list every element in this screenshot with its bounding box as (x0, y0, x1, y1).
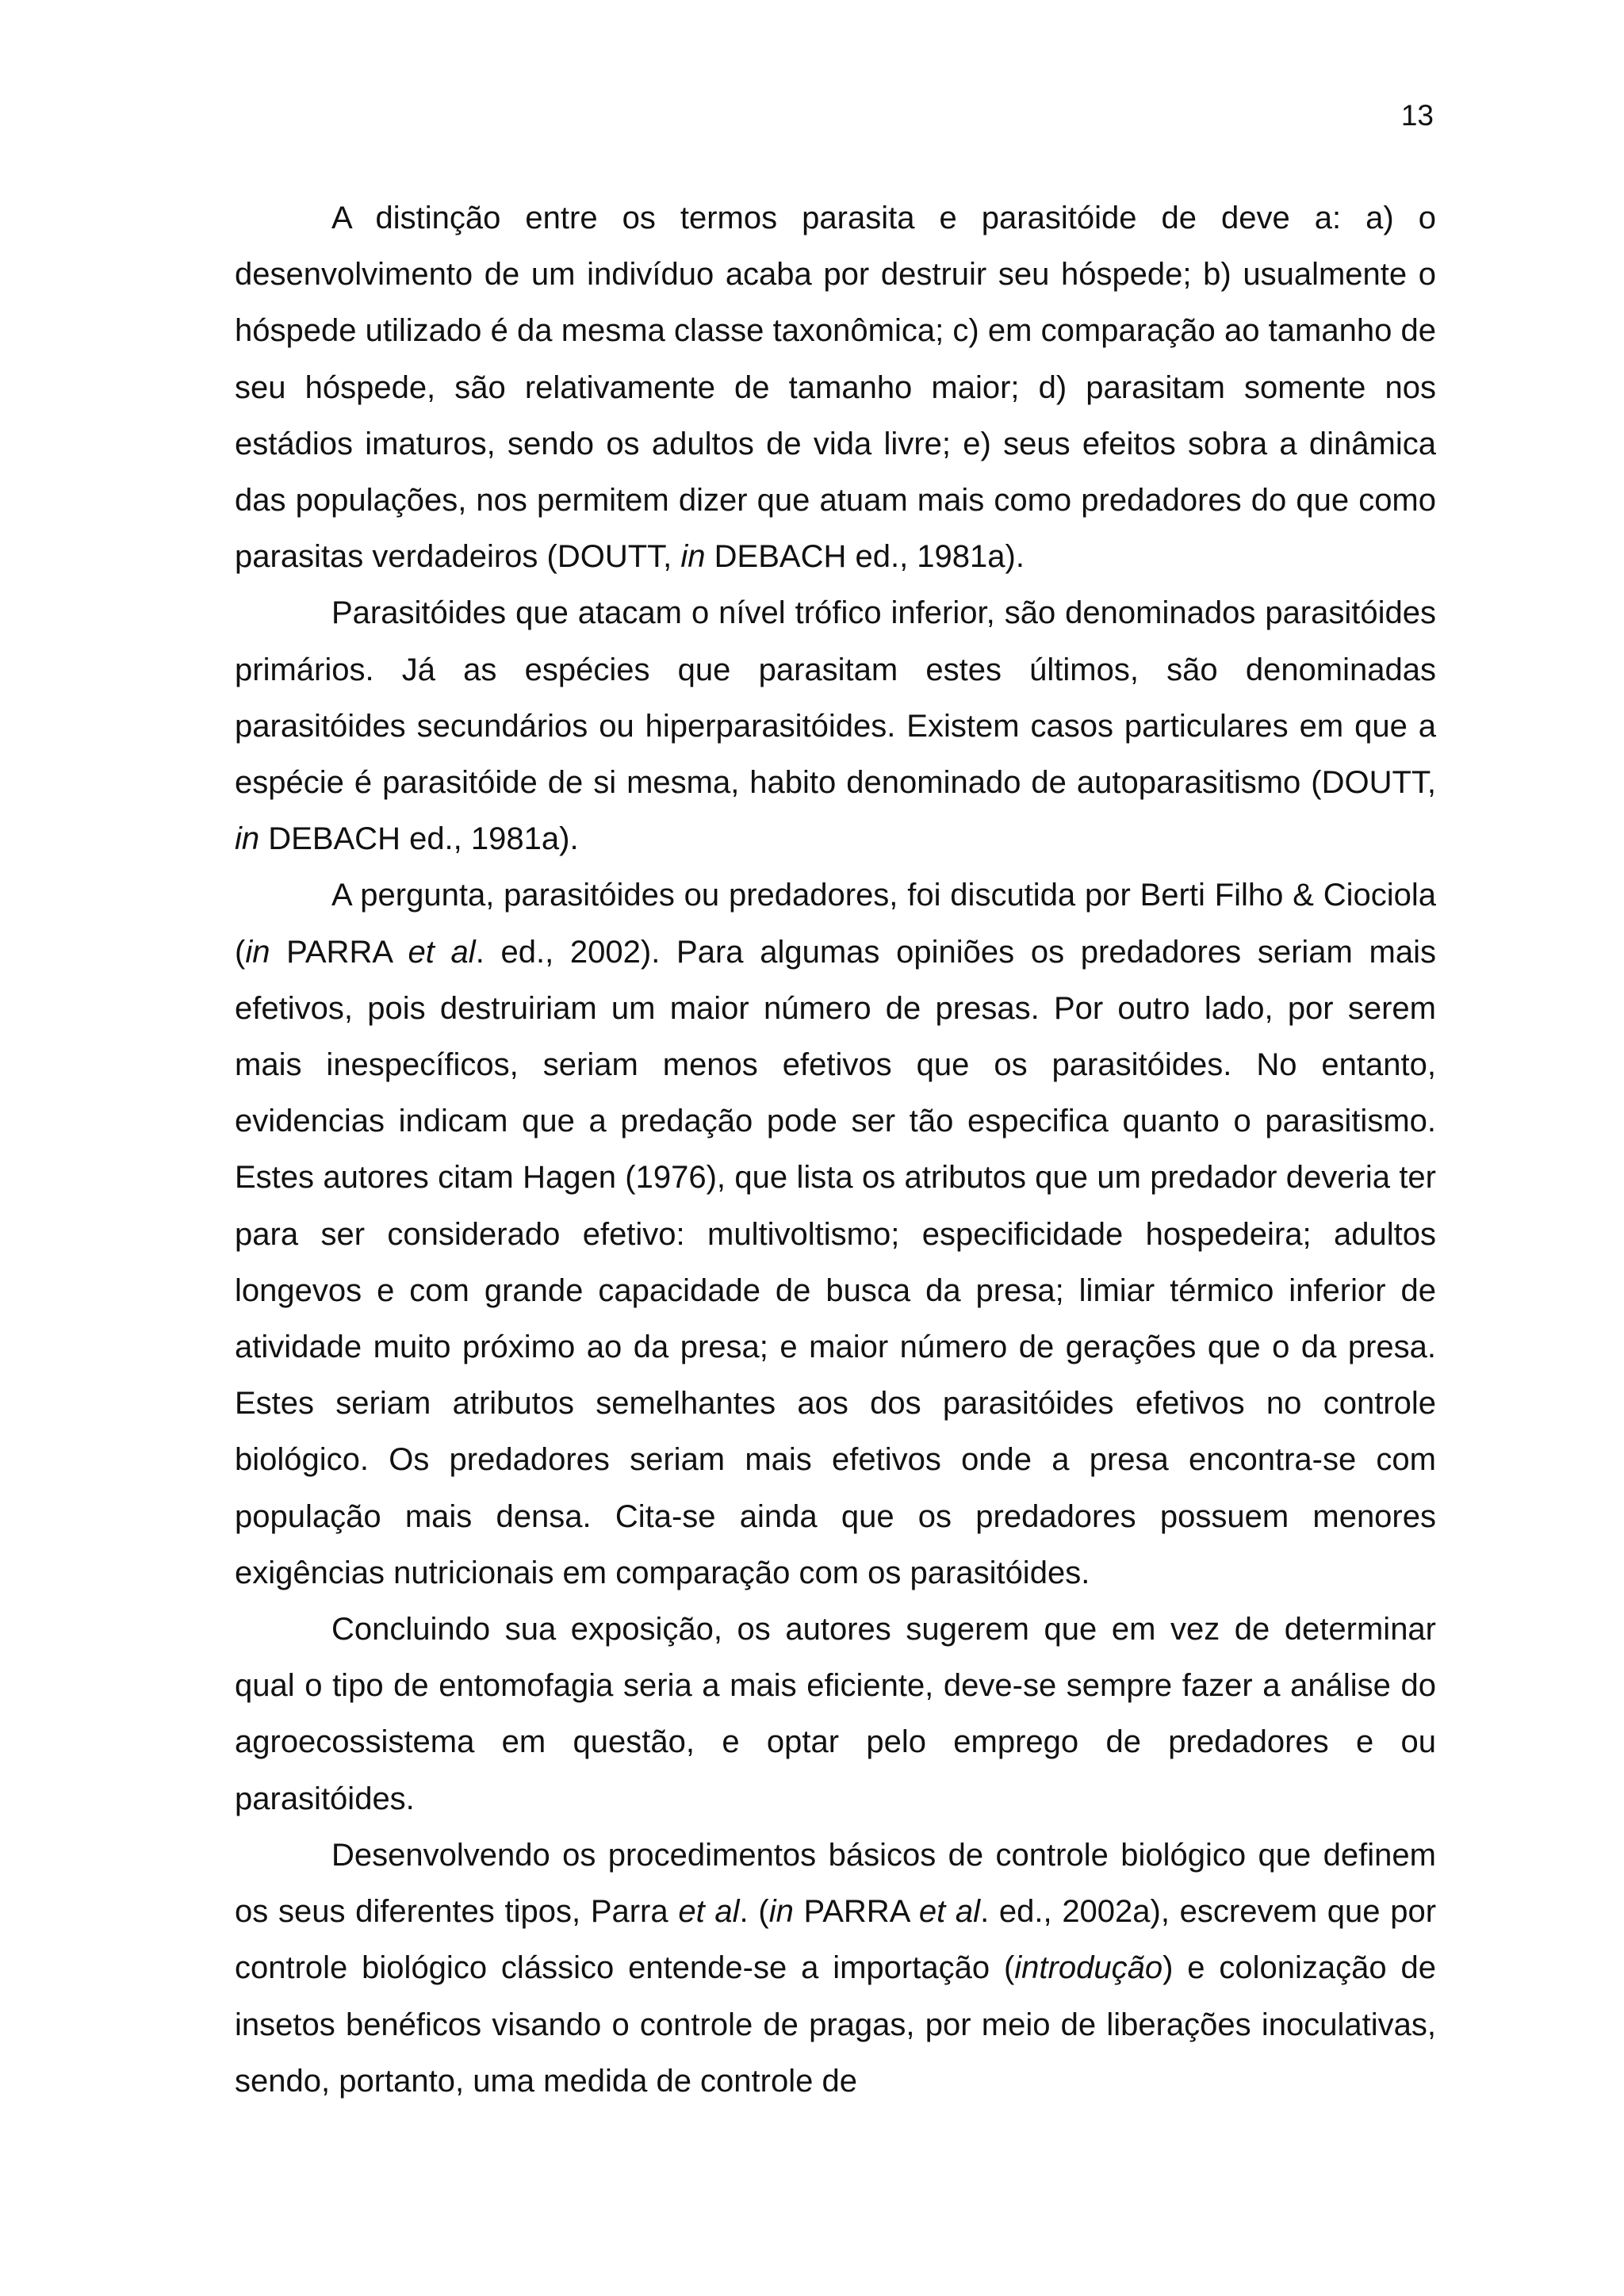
text-run: A pergunta, parasitóides ou predadores, foi discutida por Berti Filho & Ciociola ( (235, 878, 1436, 970)
paragraph-conclusion (235, 1601, 1436, 1827)
italic-run: et al (918, 1894, 981, 1930)
text-run: ) e colonização de insetos benéficos visando o controle de pragas, por meio de liberações inoculativas, sendo, portanto, uma medida de controle de (235, 1950, 1436, 2099)
paragraph-parasitoids-or-predators (235, 867, 1436, 1601)
italic-run: in (680, 539, 706, 575)
text-run: Parasitóides que atacam o nível trófico inferior, são denominados parasitóides primários. Já as espécies que parasitam estes últimos, são denominadas parasitóides secundários ou hiperparasitóides. Existem casos particulares em que a espécie é parasitóide de si mesma, habito denominado de autoparasitismo (DOUTT, (235, 595, 1436, 801)
text-run: . ( (739, 1894, 769, 1930)
italic-run: in (235, 821, 260, 857)
paragraph-parasitoid-levels (235, 585, 1436, 867)
document-body (235, 190, 1436, 2110)
paragraph-parasite-distinction (235, 190, 1436, 585)
italic-run: in (245, 934, 270, 970)
text-run: Desenvolvendo os procedimentos básicos de controle biológico que definem os seus diferentes tipos, Parra (235, 1837, 1436, 1930)
italic-run: et al (408, 934, 476, 970)
text-run: DEBACH ed., 1981a). (259, 821, 579, 857)
text-run: Concluindo sua exposição, os autores sugerem que em vez de determinar qual o tipo de entomofagia seria a mais eficiente, deve-se sempre fazer a análise do agroecossistema em questão, e optar pelo emprego de predadores e ou parasitóides. (235, 1612, 1436, 1816)
text-run: PARRA (793, 1894, 919, 1930)
text-run: A distinção entre os termos parasita e parasitóide de deve a: a) o desenvolvimento de um indivíduo acaba por destruir seu hóspede; b) usualmente o hóspede utilizado é da mesma classe taxonômica; c) em comparação ao tamanho de seu hóspede, são relativamente de tamanho maior; d) parasitam somente nos estádios imaturos, sendo os adultos de vida livre; e) seus efeitos sobra a dinâmica das populações, nos permitem dizer que atuam mais como predadores do que como parasitas verdadeiros (DOUTT, (235, 201, 1436, 575)
italic-run: in (768, 1894, 794, 1930)
text-run: . ed., 2002). Para algumas opiniões os predadores seriam mais efetivos, pois destruiriam um maior número de presas. Por outro lado, por serem mais inespecíficos, seriam menos efetivos que os parasitóides. No entanto, evidencias indicam que a predação pode ser tão especifica quanto o parasitismo. Estes autores citam Hagen (1976), que lista os atributos que um predador deveria ter para ser considerado efetivo: multivoltismo; especificidade hospedeira; adultos longevos e com grande capacidade de busca da presa; limiar térmico inferior de atividade muito próximo ao da presa; e maior número de gerações que o da presa. Estes seriam atributos semelhantes aos dos parasitóides efetivos no controle biológico. Os predadores seriam mais efetivos onde a presa encontra-se com população mais densa. Cita-se ainda que os predadores possuem menores exigências nutricionais em comparação com os parasitóides. (235, 934, 1436, 1590)
text-run: . ed., 2002a), escrevem que por controle biológico clássico entende-se a importação ( (235, 1894, 1437, 1986)
text-run: PARRA (270, 934, 408, 970)
italic-run: introdução (1014, 1950, 1163, 1986)
paragraph-classical-biocontrol (235, 1827, 1436, 2110)
text-run: DEBACH ed., 1981a). (705, 539, 1025, 575)
italic-run: et al (678, 1894, 740, 1930)
page-number: 13 (1400, 99, 1434, 132)
